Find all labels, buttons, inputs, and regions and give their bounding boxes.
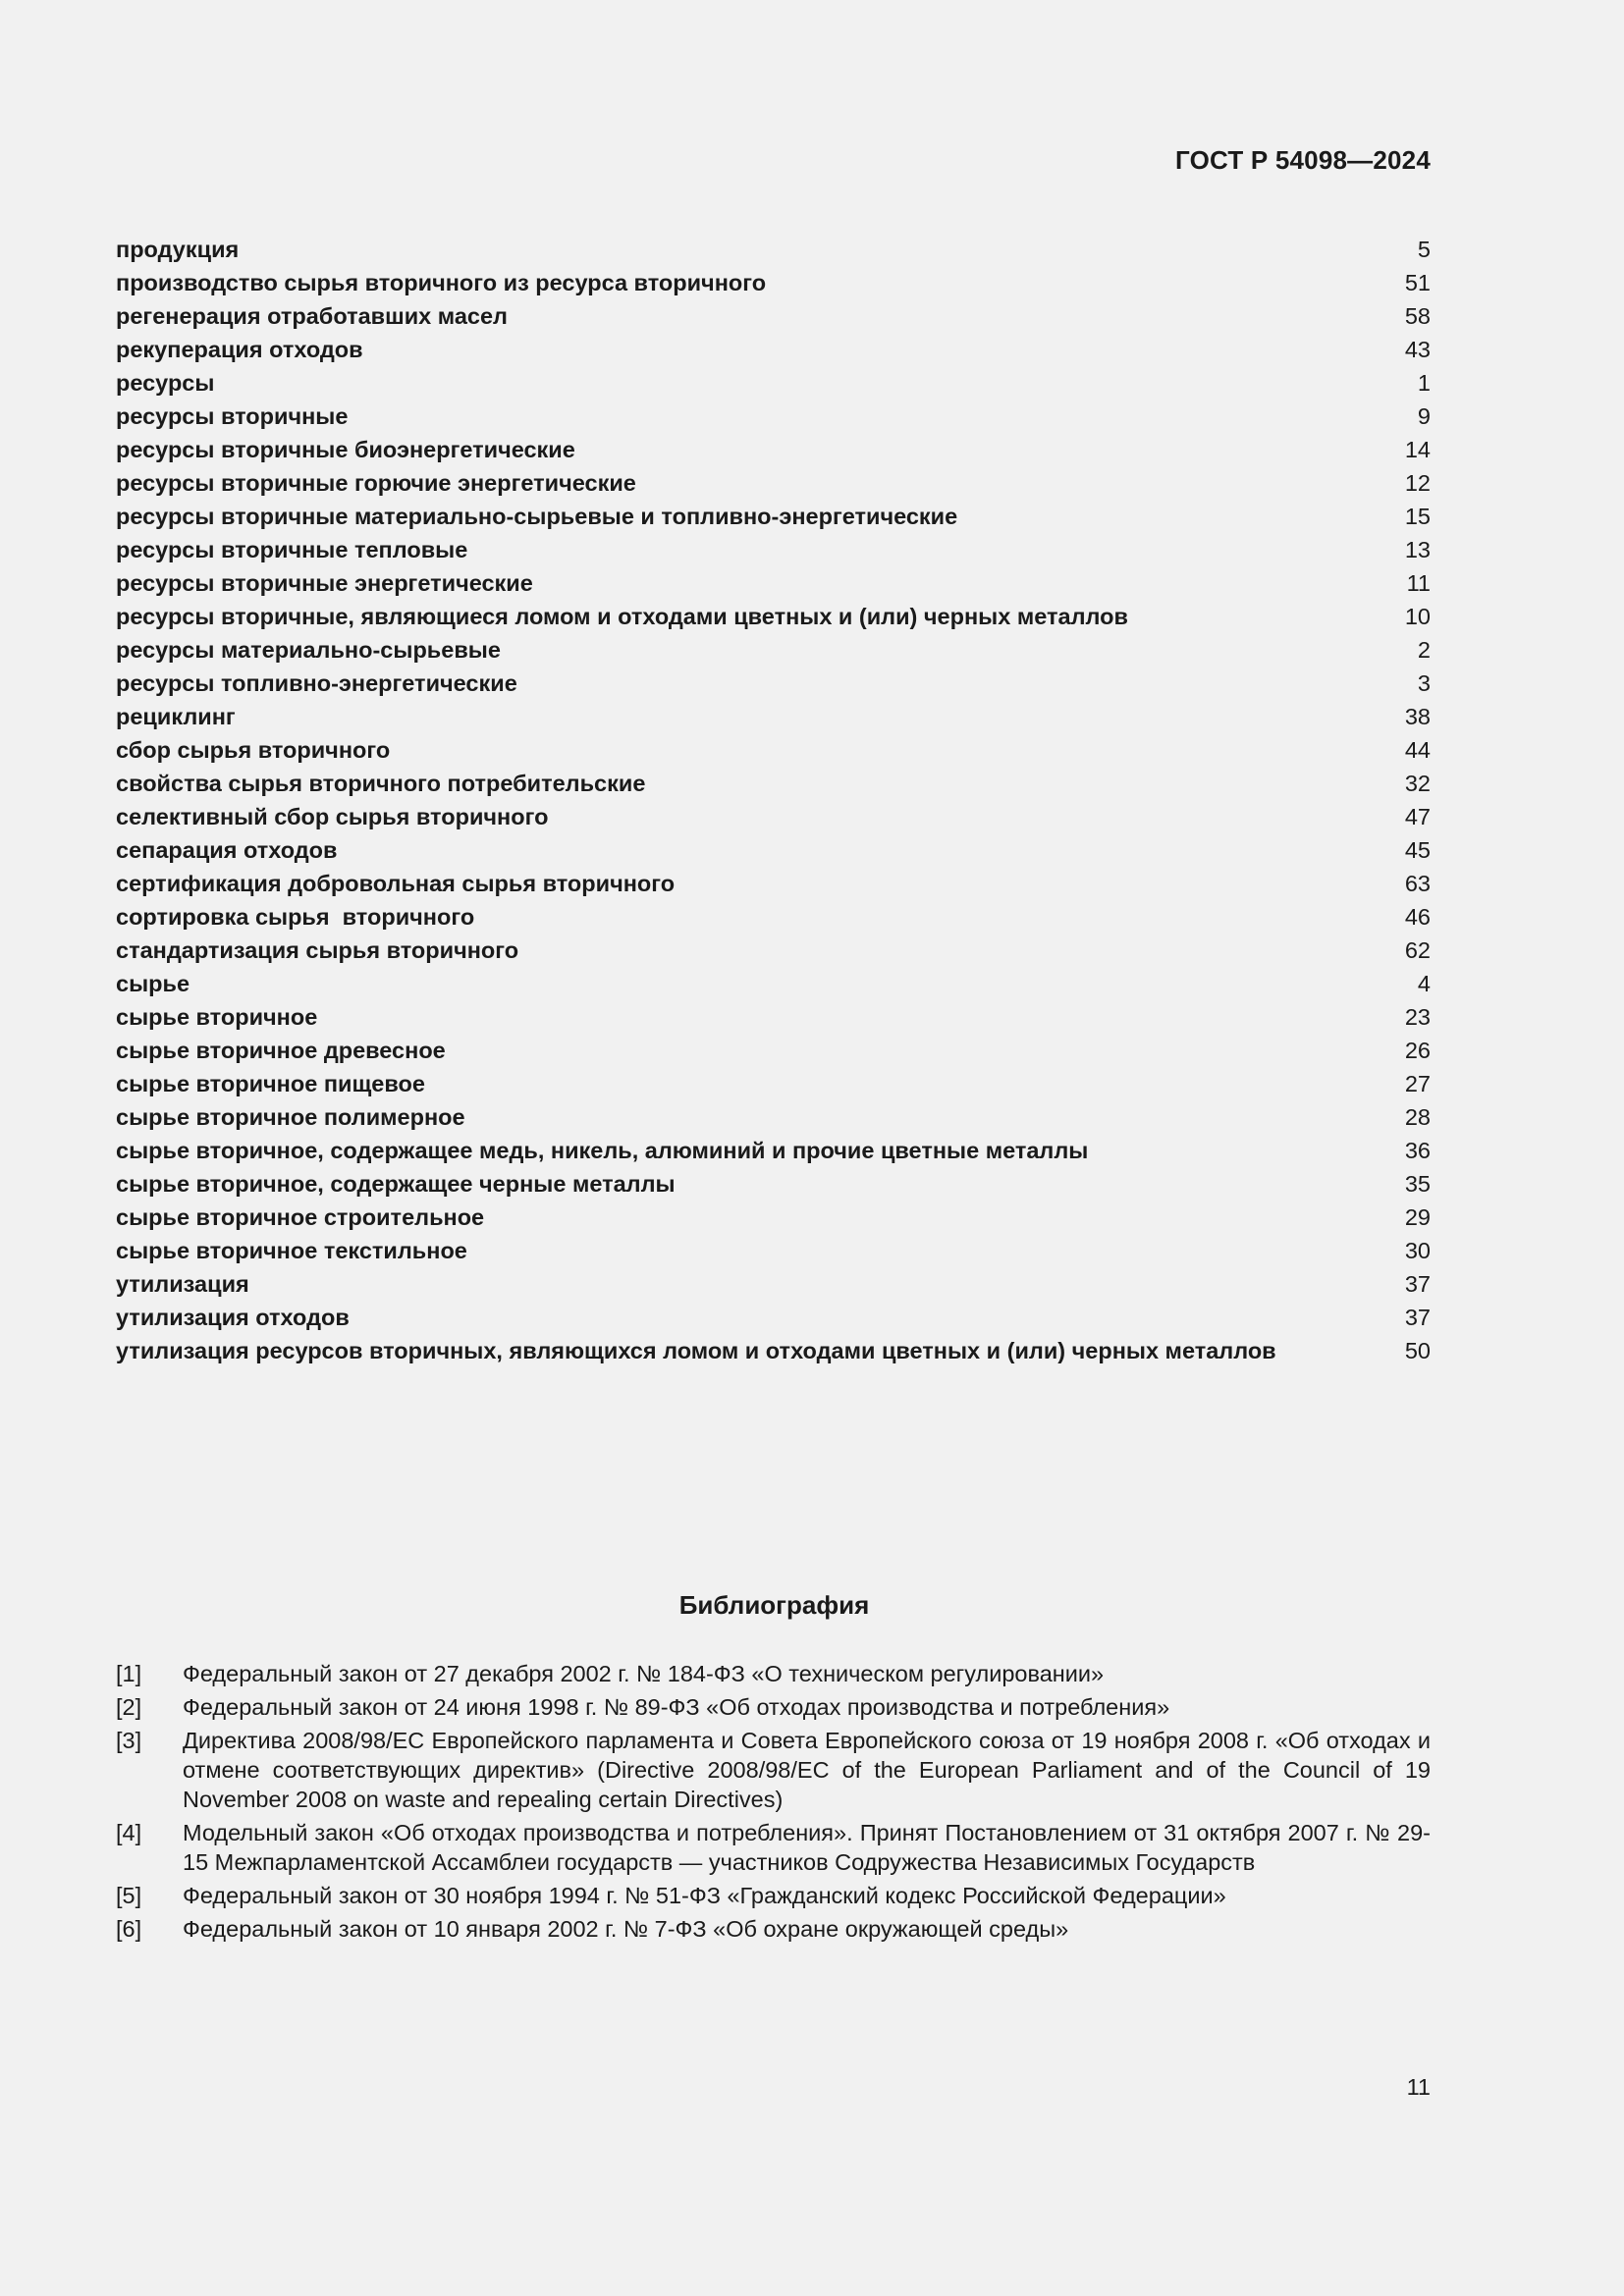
index-term-number: 28 [1404, 1104, 1431, 1130]
bibliography-item-number: [6] [116, 1916, 142, 1942]
index-term-number: 51 [1404, 270, 1431, 295]
index-term: сырье [116, 971, 190, 996]
index-row [116, 767, 1431, 800]
index-term-number: 45 [1404, 837, 1431, 863]
document-header: ГОСТ Р 54098—2024 [1175, 145, 1431, 175]
index-term-number: 44 [1404, 737, 1431, 763]
index-term: сепарация отходов [116, 837, 338, 863]
index-term-number: 23 [1404, 1004, 1431, 1030]
index-term: производство сырья вторичного из ресурса вторичного [116, 270, 767, 295]
bibliography-item [116, 1692, 1431, 1722]
bibliography-item-text: Федеральный закон от 30 ноября 1994 г. № 51-ФЗ «Гражданский кодекс Российской Федерации» [183, 1883, 1226, 1908]
index-term: регенерация отработавших масел [116, 303, 508, 329]
bibliography-item-text: Федеральный закон от 24 июня 1998 г. № 89-ФЗ «Об отходах производства и потребления» [183, 1694, 1170, 1720]
index-term-number: 38 [1404, 704, 1431, 729]
index-row [116, 1134, 1431, 1167]
index-term-number: 50 [1404, 1338, 1431, 1363]
index-row [116, 967, 1431, 1000]
index-term: стандартизация сырья вторичного [116, 937, 519, 963]
index-term-number: 63 [1404, 871, 1431, 896]
index-term-number: 32 [1404, 771, 1431, 796]
index-row [116, 433, 1431, 466]
index-row [116, 667, 1431, 700]
index-term-number: 46 [1404, 904, 1431, 930]
index-term: сырье вторичное строительное [116, 1204, 485, 1230]
index-term-number: 36 [1404, 1138, 1431, 1163]
index-row [116, 934, 1431, 967]
index-term-number: 4 [1417, 971, 1431, 996]
index-term: рециклинг [116, 704, 236, 729]
index-row [116, 633, 1431, 667]
index-row [116, 800, 1431, 833]
index-term-number: 29 [1404, 1204, 1431, 1230]
index-term-number: 3 [1417, 670, 1431, 696]
index-term-number: 43 [1404, 337, 1431, 362]
index-row [116, 700, 1431, 733]
bibliography-item [116, 1914, 1431, 1944]
index-row [116, 1334, 1431, 1367]
index-term: ресурсы вторичные, являющиеся ломом и отходами цветных и (или) черных металлов [116, 604, 1128, 629]
bibliography-item-text: Модельный закон «Об отходах производства и потребления». Принят Постановлением от 31 октября 2007 г. № 29-15 Межпарламентской Ассамблеи государств — участников Содружества Независимых Государств [183, 1820, 1431, 1875]
index-row [116, 366, 1431, 400]
index-term: сертификация добровольная сырья вторичного [116, 871, 676, 896]
bibliography-item-number: [5] [116, 1883, 142, 1908]
index-term: ресурсы [116, 370, 215, 396]
index-row [116, 1034, 1431, 1067]
index-row [116, 1100, 1431, 1134]
index-term-number: 47 [1404, 804, 1431, 829]
index-term: утилизация отходов [116, 1305, 350, 1330]
index-term: сортировка сырья вторичного [116, 904, 475, 930]
index-row [116, 900, 1431, 934]
index-term-number: 58 [1404, 303, 1431, 329]
index-row [116, 833, 1431, 867]
index-term: ресурсы вторичные энергетические [116, 570, 533, 596]
bibliography-item-number: [4] [116, 1820, 142, 1845]
index-row [116, 466, 1431, 500]
bibliography-item-number: [3] [116, 1728, 142, 1753]
index-term: продукция [116, 237, 240, 262]
index-term: сырье вторичное, содержащее черные металлы [116, 1171, 676, 1197]
index-term-number: 37 [1404, 1271, 1431, 1297]
index-term: ресурсы материально-сырьевые [116, 637, 501, 663]
index-term: утилизация ресурсов вторичных, являющихся ломом и отходами цветных и (или) черных металлов [116, 1338, 1276, 1363]
index-term-number: 37 [1404, 1305, 1431, 1330]
index-row [116, 1234, 1431, 1267]
bibliography-item-text: Директива 2008/98/ЕС Европейского парламента и Совета Европейского союза от 19 ноября 2008 г. «Об отходах и отмене соответствующих директив» (Directive 2008/98/EC of the European Parliament and of the Council of 19 November 2008 on waste and repealing certain Directives) [183, 1728, 1431, 1812]
index-term: селективный сбор сырья вторичного [116, 804, 549, 829]
index-term: сырье вторичное, содержащее медь, никель, алюминий и прочие цветные металлы [116, 1138, 1089, 1163]
index-term: ресурсы топливно-энергетические [116, 670, 517, 696]
index-row [116, 1267, 1431, 1301]
index-term: ресурсы вторичные материально-сырьевые и топливно-энергетические [116, 504, 958, 529]
index-term: сбор сырья вторичного [116, 737, 391, 763]
bibliography-item-text: Федеральный закон от 10 января 2002 г. № 7-ФЗ «Об охране окружающей среды» [183, 1916, 1069, 1942]
index-term-number: 15 [1404, 504, 1431, 529]
index-row [116, 233, 1431, 266]
term-index-list [116, 233, 1431, 1367]
index-term: ресурсы вторичные тепловые [116, 537, 468, 562]
index-term: ресурсы вторичные биоэнергетические [116, 437, 575, 462]
index-term-number: 35 [1404, 1171, 1431, 1197]
index-term-number: 14 [1404, 437, 1431, 462]
index-term: сырье вторичное пищевое [116, 1071, 425, 1096]
index-term: сырье вторичное древесное [116, 1038, 446, 1063]
bibliography-item [116, 1818, 1431, 1877]
index-row [116, 333, 1431, 366]
index-term-number: 5 [1417, 237, 1431, 262]
index-term-number: 30 [1404, 1238, 1431, 1263]
index-term-number: 12 [1404, 470, 1431, 496]
bibliography-item-number: [1] [116, 1661, 142, 1686]
index-term: сырье вторичное полимерное [116, 1104, 465, 1130]
index-row [116, 1201, 1431, 1234]
index-term-number: 11 [1406, 570, 1431, 596]
index-row [116, 266, 1431, 299]
index-row [116, 400, 1431, 433]
index-term-number: 62 [1404, 937, 1431, 963]
index-term: ресурсы вторичные [116, 403, 349, 429]
index-row [116, 600, 1431, 633]
index-term-number: 2 [1417, 637, 1431, 663]
index-term-number: 13 [1404, 537, 1431, 562]
index-term: сырье вторичное текстильное [116, 1238, 467, 1263]
bibliography-list [116, 1659, 1431, 1948]
index-term: рекуперация отходов [116, 337, 363, 362]
index-term: ресурсы вторичные горючие энергетические [116, 470, 636, 496]
bibliography-item [116, 1659, 1431, 1688]
index-term-number: 10 [1404, 604, 1431, 629]
bibliography-title: Библиография [678, 1590, 870, 1620]
index-row [116, 299, 1431, 333]
index-term-number: 9 [1417, 403, 1431, 429]
bibliography-item [116, 1726, 1431, 1814]
index-row [116, 500, 1431, 533]
bibliography-item-number: [2] [116, 1694, 142, 1720]
index-term: утилизация [116, 1271, 249, 1297]
page-number: 11 [1406, 2074, 1431, 2100]
index-term-number: 27 [1404, 1071, 1431, 1096]
index-term-number: 26 [1404, 1038, 1431, 1063]
index-row [116, 867, 1431, 900]
index-row [116, 566, 1431, 600]
index-term-number: 1 [1417, 370, 1431, 396]
index-row [116, 533, 1431, 566]
index-term: сырье вторичное [116, 1004, 318, 1030]
index-row [116, 733, 1431, 767]
bibliography-item [116, 1881, 1431, 1910]
index-term: свойства сырья вторичного потребительские [116, 771, 646, 796]
index-row [116, 1167, 1431, 1201]
index-row [116, 1067, 1431, 1100]
bibliography-item-text: Федеральный закон от 27 декабря 2002 г. № 184-ФЗ «О техническом регулировании» [183, 1661, 1105, 1686]
index-row [116, 1000, 1431, 1034]
index-row [116, 1301, 1431, 1334]
